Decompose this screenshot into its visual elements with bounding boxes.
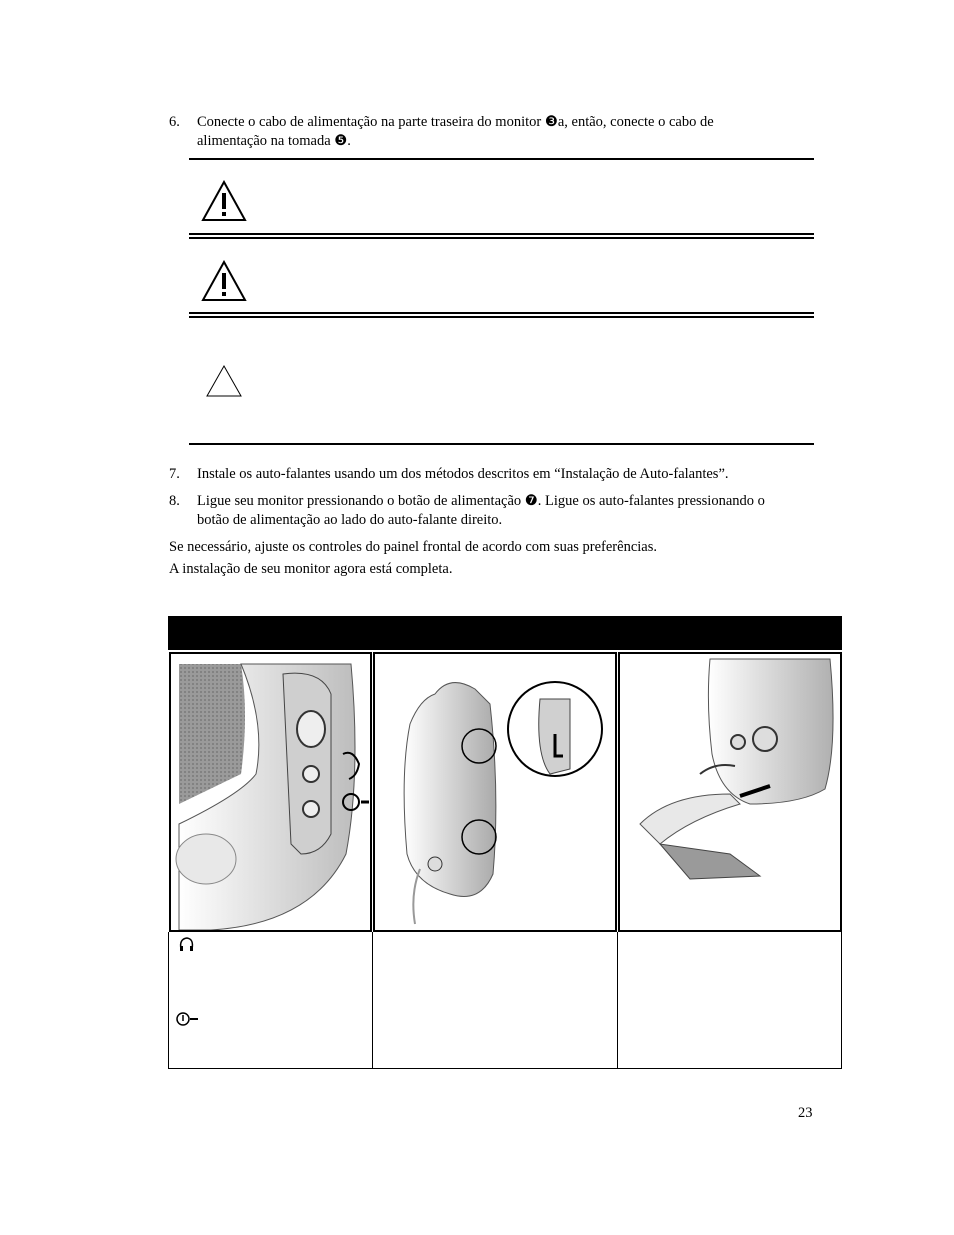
rule-double-1a <box>189 233 814 235</box>
speaker-side-drawing <box>375 654 615 930</box>
table-header-bar <box>168 616 842 650</box>
speaker-bracket-drawing <box>620 654 840 930</box>
audio-input-icon <box>175 1010 199 1028</box>
headphone-icon <box>177 935 197 953</box>
speaker-front-drawing <box>171 654 370 930</box>
step-8-line-1: Ligue seu monitor pressionando o botão de alimentação ❼. Ligue os auto-falantes pressionando o <box>197 493 765 509</box>
step-7-number: 7. <box>169 466 180 482</box>
note-line-1: Se necessário, ajuste os controles do painel frontal de acordo com suas preferências. <box>169 539 657 555</box>
table-cell-1 <box>168 932 373 1069</box>
step-8-number: 8. <box>169 493 180 509</box>
caution-triangle-icon <box>205 364 243 398</box>
rule-double-2b <box>189 316 814 318</box>
page-number: 23 <box>798 1105 813 1121</box>
warning-triangle-icon <box>201 180 247 222</box>
warning-triangle-icon <box>201 260 247 302</box>
step-8-line-2: botão de alimentação ao lado do auto-falante direito. <box>197 512 503 528</box>
step-6-line-2: alimentação na tomada ❺. <box>197 133 351 149</box>
speaker-side-illustration <box>373 652 617 932</box>
rule-double-2a <box>189 312 814 314</box>
step-6-line-1: Conecte o cabo de alimentação na parte traseira do monitor ❸a, então, conecte o cabo de <box>197 114 714 130</box>
table-cell-2 <box>372 932 618 1069</box>
note-line-2: A instalação de seu monitor agora está completa. <box>169 561 453 577</box>
speaker-front-illustration <box>169 652 372 932</box>
rule-double-1b <box>189 237 814 239</box>
step-7-text: Instale os auto-falantes usando um dos métodos descritos em “Instalação de Auto-falantes”. <box>197 466 729 482</box>
rule-top <box>189 158 814 160</box>
table-cell-3 <box>617 932 842 1069</box>
step-6-number: 6. <box>169 114 180 130</box>
rule-bottom <box>189 443 814 445</box>
speaker-bracket-illustration <box>618 652 842 932</box>
